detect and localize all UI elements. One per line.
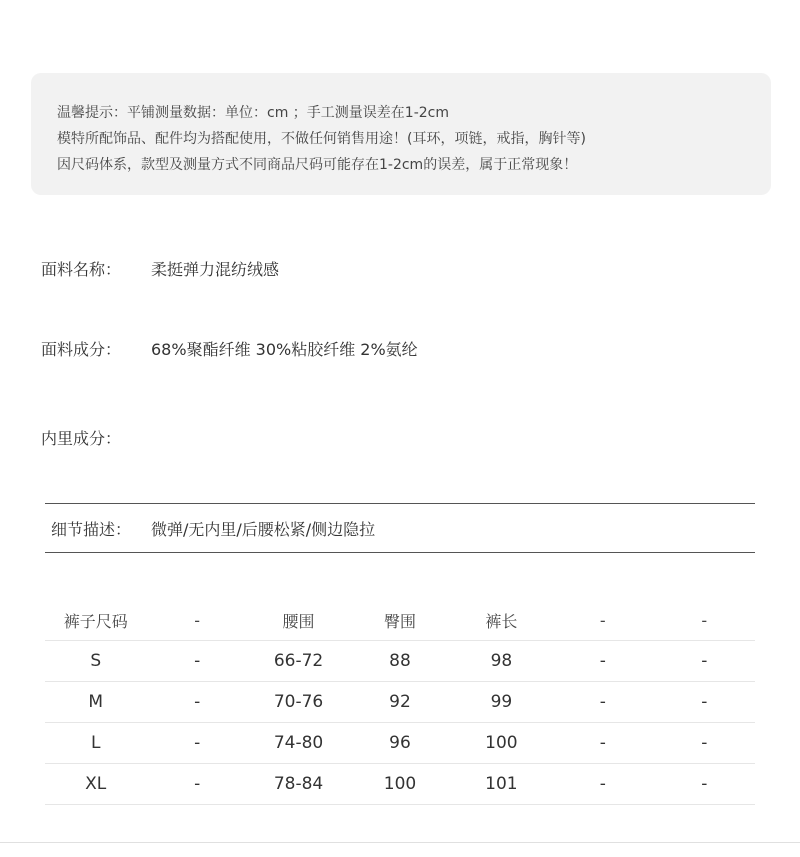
table-cell: 66-72 [248, 641, 349, 682]
table-cell: - [552, 723, 653, 764]
header-cell: - [146, 600, 247, 641]
table-cell: 96 [349, 723, 450, 764]
table-cell: 100 [451, 723, 552, 764]
table-row [45, 723, 755, 764]
notice-line-accessories: 模特所配饰品、配件均为搭配使用，不做任何销售用途！(耳环，项链，戒指，胸针等) [57, 131, 586, 147]
lining-composition-label: 内里成分： [41, 429, 122, 448]
table-cell: - [552, 641, 653, 682]
table-cell: - [654, 764, 755, 805]
fabric-name-label: 面料名称： [41, 260, 122, 279]
table-cell: - [654, 641, 755, 682]
notice-line-size-error: 因尺码体系，款型及测量方式不同商品尺码可能存在1-2cm的误差，属于正常现象！ [57, 157, 578, 173]
table-cell: S [45, 641, 146, 682]
table-cell: - [146, 723, 247, 764]
table-cell: - [654, 723, 755, 764]
table-cell: - [146, 641, 247, 682]
table-cell: 88 [349, 641, 450, 682]
bottom-divider [0, 842, 800, 843]
table-cell: 99 [451, 682, 552, 723]
size-table [45, 600, 755, 805]
table-cell: - [146, 682, 247, 723]
table-cell: M [45, 682, 146, 723]
table-cell: 98 [451, 641, 552, 682]
table-cell: - [552, 764, 653, 805]
table-cell: 70-76 [248, 682, 349, 723]
table-cell: - [552, 682, 653, 723]
details-value: 微弹/无内里/后腰松紧/侧边隐拉 [151, 519, 376, 539]
fabric-composition-row [41, 337, 418, 360]
table-cell: 92 [349, 682, 450, 723]
header-cell-length: 裤长 [451, 600, 552, 641]
table-cell: 78-84 [248, 764, 349, 805]
details-label: 细节描述： [51, 519, 132, 539]
header-cell: - [654, 600, 755, 641]
table-cell: XL [45, 764, 146, 805]
notice-box [31, 73, 771, 195]
header-cell-hip: 臀围 [349, 600, 450, 641]
table-cell: 101 [451, 764, 552, 805]
table-cell: - [654, 682, 755, 723]
size-table-header [45, 600, 755, 641]
notice-line-measure: 温馨提示：平铺测量数据：单位：cm ；手工测量误差在1-2cm [57, 105, 449, 121]
header-cell-waist: 腰围 [248, 600, 349, 641]
header-cell: - [552, 600, 653, 641]
fabric-composition-value: 68%聚酯纤维 30%粘胶纤维 2%氨纶 [151, 340, 418, 359]
table-row [45, 764, 755, 805]
fabric-name-value: 柔挺弹力混纺绒感 [151, 260, 280, 279]
table-cell: 100 [349, 764, 450, 805]
lining-composition-row [41, 426, 151, 449]
table-cell: 74-80 [248, 723, 349, 764]
fabric-name-row [41, 257, 279, 280]
details-row [45, 503, 755, 553]
table-row [45, 641, 755, 682]
table-row [45, 682, 755, 723]
header-cell-size: 裤子尺码 [45, 600, 146, 641]
fabric-composition-label: 面料成分： [41, 340, 122, 359]
table-cell: L [45, 723, 146, 764]
table-cell: - [146, 764, 247, 805]
